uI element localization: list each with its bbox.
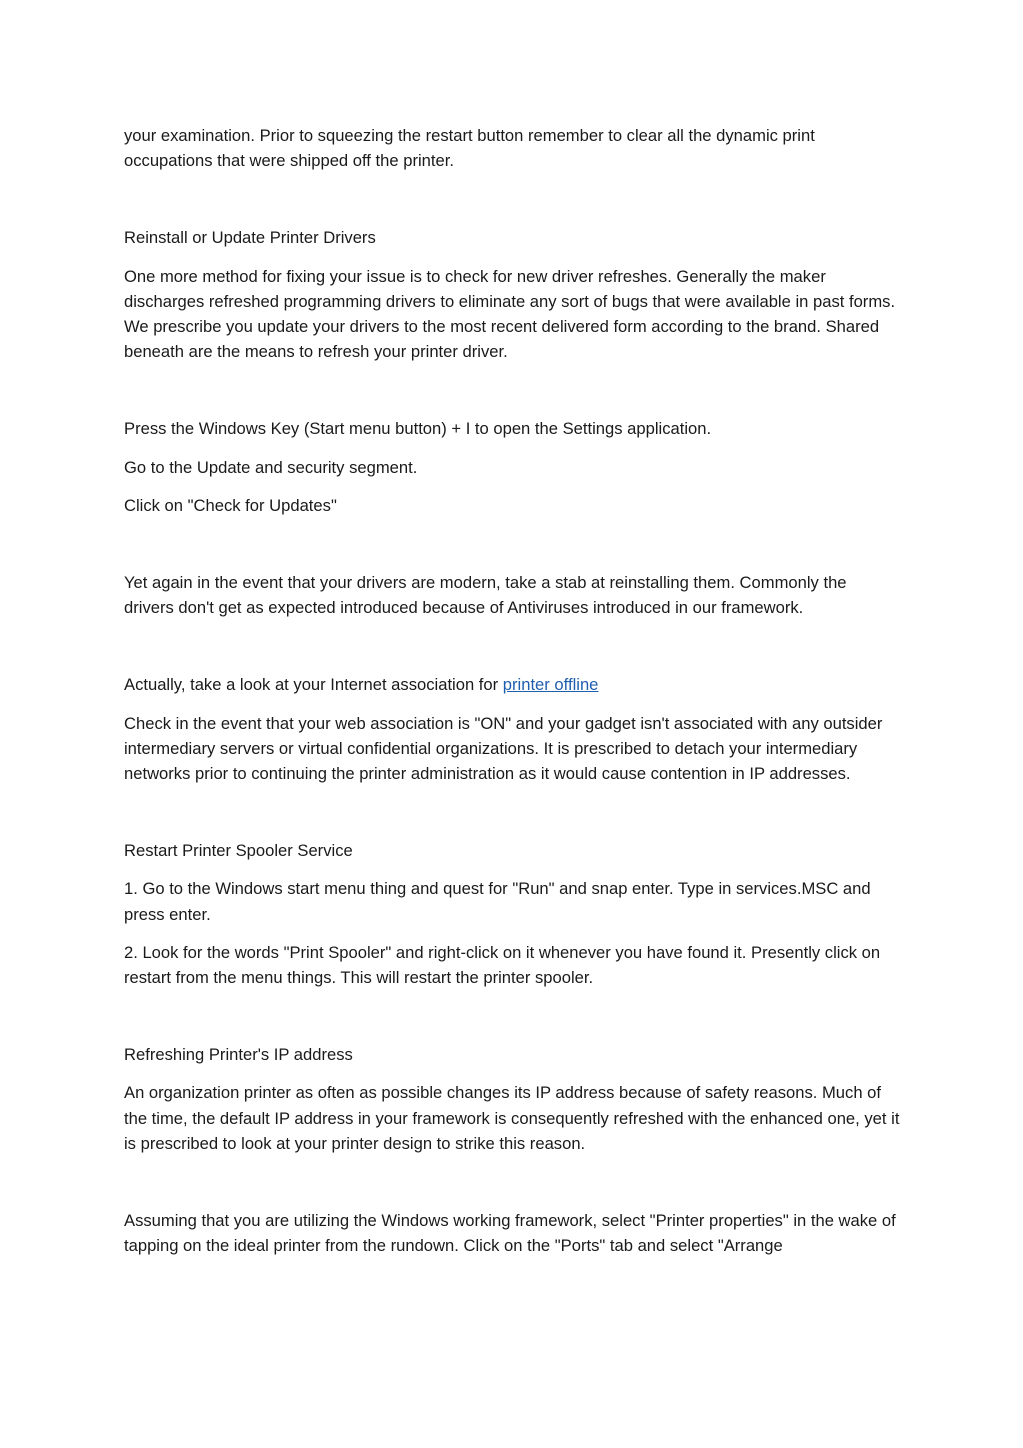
step-open-settings: Press the Windows Key (Start menu button) + I to open the Settings application. — [124, 419, 712, 439]
heading-reinstall-drivers: Reinstall or Update Printer Drivers — [124, 228, 376, 248]
document-page — [124, 123, 900, 1258]
paragraph-windows-ports: Assuming that you are utilizing the Windows working framework, select "Printer properties" in the wake of tapping on the ideal printer from the rundown. Click on the "Ports" tab and select "Arrange — [124, 1211, 896, 1256]
internet-text: Actually, take a look at your Internet association for — [124, 675, 503, 695]
heading-refresh-ip: Refreshing Printer's IP address — [124, 1045, 353, 1065]
paragraph-web-association: Check in the event that your web association is "ON" and your gadget isn't associated with any outsider intermediary servers or virtual confidential organizations. It is prescribed to detach your intermediary networks prior to continuing the printer administration as it would cause contention in IP addresses. — [124, 713, 883, 784]
paragraph-reinstall: Yet again in the event that your drivers are modern, take a stab at reinstalling them. Commonly the drivers don't get as expected introduced because of Antiviruses introduced in our framework. — [124, 573, 847, 618]
paragraph-ip-address: An organization printer as often as possible changes its IP address because of safety reasons. Much of the time, the default IP address in your framework is consequently refreshed with the enhanced one, yet it is prescribed to look at your printer design to strike this reason. — [124, 1083, 900, 1153]
step-check-updates: Click on "Check for Updates" — [124, 495, 337, 515]
paragraph-examination: your examination. Prior to squeezing the restart button remember to clear all the dynamic print occupations that were shipped off the printer. — [124, 126, 815, 171]
printer-offline-link[interactable]: printer offline — [502, 675, 599, 695]
step-update-security: Go to the Update and security segment. — [124, 457, 418, 477]
spooler-step-2: 2. Look for the words "Print Spooler" and right-click on it whenever you have found it. Presently click on restart from the menu things. This will restart the printer spooler. — [124, 942, 881, 988]
spooler-step-1: 1. Go to the Windows start menu thing and quest for "Run" and snap enter. Type in services.MSC and press enter. — [124, 879, 871, 924]
paragraph-driver-refreshes: One more method for fixing your issue is to check for new driver refreshes. Generally the maker discharges refreshed programming drivers to eliminate any sort of bugs that were available in past forms. We prescribe you update your drivers to the most recent delivered form according to the brand. Shared beneath are the means to refresh your printer driver. — [124, 266, 896, 362]
heading-restart-spooler: Restart Printer Spooler Service — [124, 841, 353, 861]
paragraph-internet-association — [124, 672, 900, 697]
